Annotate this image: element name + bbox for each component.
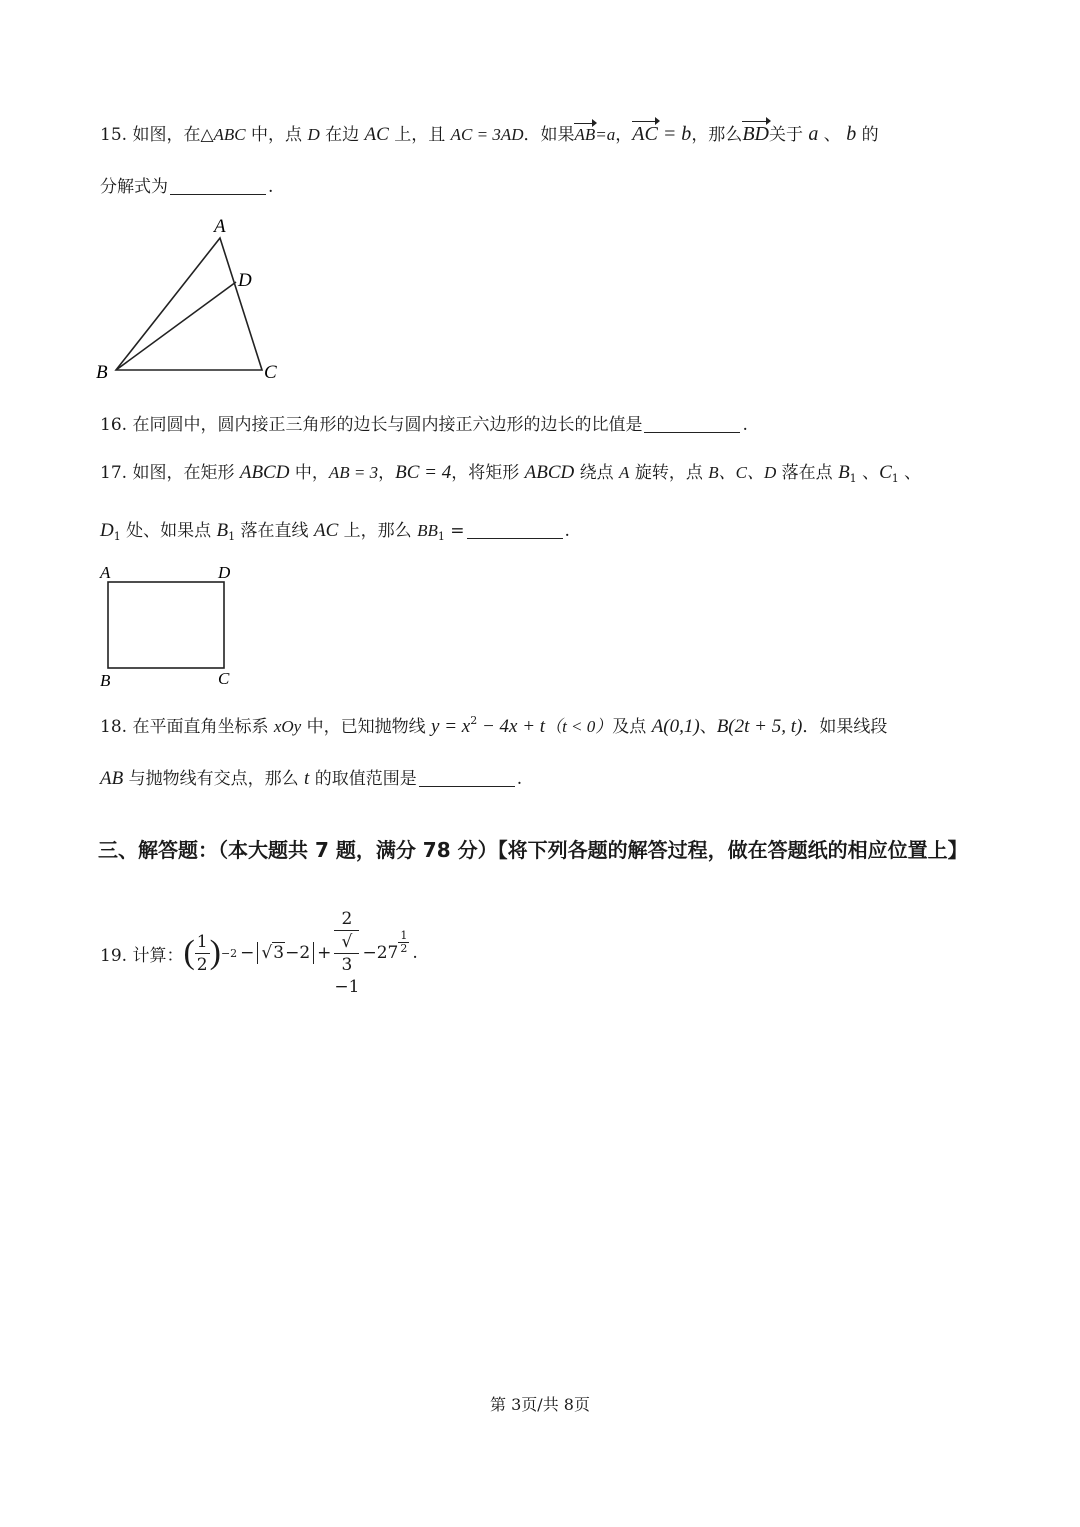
q17-point-c1: C	[879, 462, 892, 483]
q15-vec-b: b	[846, 123, 857, 145]
q17-comma: ，	[378, 463, 396, 483]
q15-text: 上，且	[388, 125, 451, 145]
q19-fraction	[334, 908, 359, 998]
q17-text: 中，	[289, 463, 329, 483]
q15-text: 分解式为	[100, 177, 168, 197]
sqrt-sign: √	[341, 932, 353, 952]
label-b: B	[96, 362, 108, 382]
q17-subscript: 1	[437, 530, 445, 543]
q19-label: 19. 计算：	[100, 945, 184, 966]
q17-point-d1: D	[100, 520, 114, 541]
sqrt-radicand: 3	[273, 943, 285, 963]
q15-answer-blank[interactable]	[170, 176, 266, 195]
q16-text: 16. 在同圆中，圆内接正三角形的边长与圆内接正六边形的边长的比值是	[100, 415, 643, 435]
sqrt-radicand: 3	[334, 953, 359, 976]
q15-eq-b: = b	[657, 123, 692, 145]
q19-absolute-value	[257, 942, 314, 964]
q15-vector-ac: AC	[632, 123, 658, 145]
segment-bd	[116, 282, 236, 370]
q17-line2: $D_1$ 处、如果点 $B_1$ 落在直线 AC 上，那么 $BB_1$ = .	[100, 520, 570, 543]
q15-side-ac: AC	[364, 124, 389, 145]
q18-line2	[100, 764, 522, 790]
q17-sep: 、	[898, 463, 922, 483]
q17-text: ，将矩形	[451, 463, 525, 483]
q18-text: 中，已知抛物线	[301, 717, 432, 737]
rect-abcd	[108, 582, 224, 668]
q18-line1	[100, 712, 887, 738]
half-numerator: 1	[196, 931, 208, 952]
q17-text: 处、如果点	[120, 521, 217, 541]
q15-text: 的	[856, 125, 879, 145]
q15-vector-bd: BD	[742, 123, 769, 145]
q15-text: 中，点	[245, 125, 308, 145]
q18-t: t	[304, 768, 310, 789]
q19-fraction-half	[195, 931, 210, 976]
abs-rest: −2	[285, 943, 311, 963]
q19-plus: +	[317, 943, 332, 963]
q16-line	[100, 410, 748, 435]
den-rest: −1	[334, 977, 360, 997]
q17-text: 落在直线	[235, 521, 314, 541]
label-d: D	[238, 270, 252, 291]
label-c: C	[218, 669, 230, 688]
q18-point-a: A(0,1)	[651, 716, 700, 737]
q15-text: ．如果	[523, 125, 575, 145]
q17-rect-abcd: ABCD	[239, 462, 290, 483]
frac-denominator	[334, 931, 359, 998]
q15-triangle-abc: ABC	[213, 125, 246, 144]
q15-vector-ab: AB	[574, 125, 596, 144]
q18-text: 的取值范围是	[309, 769, 417, 789]
q19-minus: −	[240, 943, 255, 963]
q17-bb1: BB	[417, 521, 438, 540]
exp-numerator: 1	[400, 928, 408, 942]
q15-line1	[100, 120, 879, 146]
q17-text: 17. 如图，在矩形	[100, 463, 240, 483]
q18-text: 与抛物线有交点，那么	[123, 769, 305, 789]
q17-point-a: A	[619, 463, 630, 482]
q15-text: 15. 如图，在△	[100, 125, 214, 145]
half-denominator: 2	[196, 954, 208, 975]
triangle-abc	[116, 238, 262, 370]
q19-minus-27: −27	[362, 943, 399, 963]
q18-answer-blank[interactable]	[419, 768, 515, 787]
q19-exponent: −2	[220, 946, 238, 960]
q18-sep: 、	[699, 717, 717, 737]
q15-text: 在边	[319, 125, 365, 145]
q19-period: .	[412, 943, 418, 963]
q17-points-bcd: B、C、D	[708, 463, 777, 482]
q18-parabola: y = x	[431, 716, 471, 737]
q18-text: ．如果线段	[802, 717, 888, 737]
q15-sep: 、	[818, 125, 847, 145]
page-footer: 第 3页/共 8页	[490, 1395, 590, 1414]
label-a: A	[100, 563, 111, 582]
q18-segment-ab: AB	[100, 768, 124, 789]
sqrt-sign: √	[261, 943, 273, 963]
q18-xoy: xOy	[273, 717, 302, 736]
q15-text: 关于	[768, 125, 809, 145]
q16-period: .	[742, 415, 748, 435]
q18-parabola-rest: − 4x + t	[477, 716, 546, 737]
q17-line1: 17. 如图，在矩形 ABCD 中，AB = 3，BC = 4，将矩形 ABCD 绕点 A 旋转，点 B、C、D 落在点 $B_1$ 、$C_1$ 、	[100, 462, 922, 485]
triangle-figure	[90, 212, 290, 382]
q17-ab-eq: AB = 3	[328, 463, 379, 482]
q15-period: .	[268, 177, 274, 197]
q17-line-ac: AC	[313, 520, 339, 541]
q15-vec-a: a	[808, 123, 819, 145]
q17-point-b1: B	[838, 462, 850, 483]
label-c: C	[264, 362, 277, 382]
q16-answer-blank[interactable]	[644, 414, 740, 433]
q18-point-b: B(2t + 5, t)	[716, 716, 803, 737]
q17-text: 上，那么	[338, 521, 418, 541]
q18-square: 2	[470, 714, 478, 727]
q17-period: .	[564, 521, 570, 541]
rectangle-figure	[94, 560, 254, 690]
q17-bc-eq: BC = 4	[395, 462, 452, 483]
q15-point-d: D	[307, 125, 320, 144]
q17-sep: 、	[856, 463, 880, 483]
q15-comma: ，	[615, 125, 633, 145]
q18-text: 18. 在平面直角坐标系	[100, 717, 274, 737]
label-a: A	[214, 216, 226, 237]
q17-rect-abcd: ABCD	[524, 462, 575, 483]
label-b: B	[100, 671, 111, 690]
section-3-heading: 三、解答题：（本大题共 7 题，满分 78 分）【将下列各题的解答过程，做在答题纸的相应位置上】	[98, 838, 968, 862]
label-d: D	[218, 563, 231, 582]
q18-text: 及点	[612, 717, 652, 737]
q17-equals: =	[444, 521, 465, 541]
q15-equation: AC = 3AD	[450, 125, 524, 144]
q15-eq-a: =a	[595, 125, 616, 144]
q19-line: 19. 计算： ( $\frac{1}{2}$ ) −2 − √3−2 + 2 √ 3 −1 −27 $\frac{1}{2}$ .	[100, 909, 418, 997]
q18-period: .	[516, 769, 523, 789]
q15-line2	[100, 172, 273, 197]
q17-text: 旋转，点	[629, 463, 709, 483]
q19-exponent-half	[398, 930, 409, 955]
frac-numerator: 2	[334, 908, 359, 931]
q17-text: 绕点	[574, 463, 620, 483]
q17-text: 落在点	[776, 463, 839, 483]
q17-answer-blank[interactable]	[467, 520, 563, 539]
q17-point-b1: B	[216, 520, 229, 541]
q18-condition: （t < 0）	[545, 717, 613, 736]
q15-text: ，那么	[691, 125, 743, 145]
exp-denominator: 2	[400, 941, 408, 955]
